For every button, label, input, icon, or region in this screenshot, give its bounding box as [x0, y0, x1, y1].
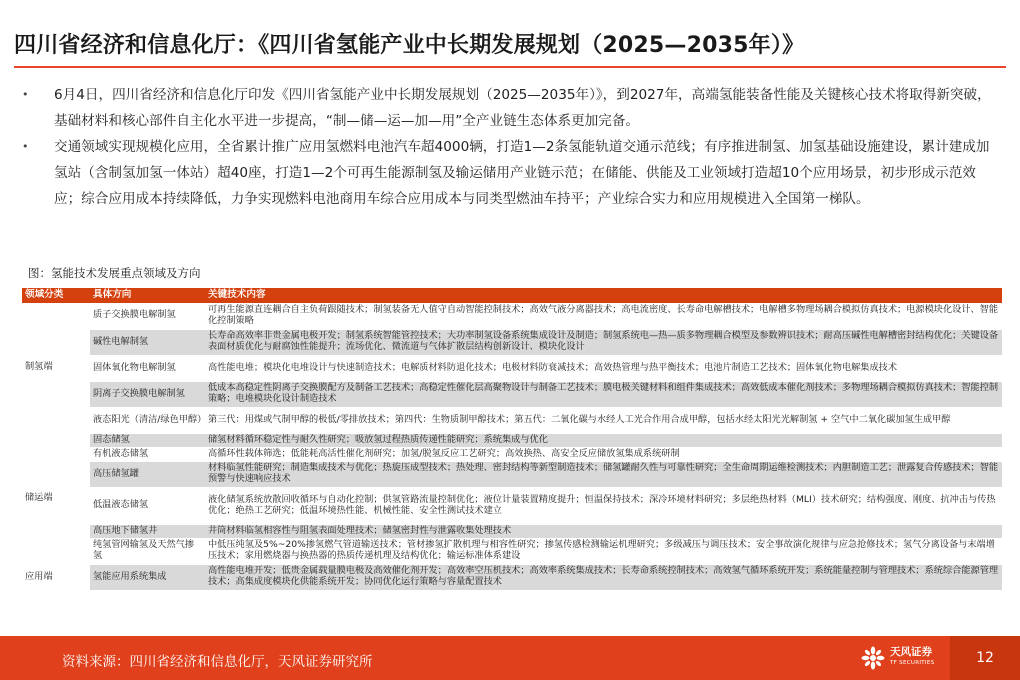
- bullet-text: 交通领域实现规模化应用，全省累计推广应用氢燃料电池汽车超4000辆，打造1—2条氢能轨道交通示范线；有序推进制氢、加氢基础设施建设，累计建成加氢站（含制氢加氢一体站）超40座，打造1—2个可再生能源制氢及输运储用产业链示范；在储能、供能及工业领域打造超10个应用场景，初步形成示范效应；综合应用成本持续降低，力争实现燃料电池商用车综合应用成本与同类型燃油车持平；产业综合实力和应用规模进入全国第一梯队。: [54, 139, 990, 207]
- direction-cell: 有机液态储氢: [90, 447, 205, 461]
- tech-cell: 高性能电堆开发；低贵金属载量膜电极及高效催化剂开发；高效率空压机技术；高效率系统集成技术；长寿命系统控制技术；高效氢气循环系统开发；系统能量控制与管理技术；系统综合能源管理技术；高集成度模块化供能系统开发；协同优化运行策略与容量配置技术: [205, 564, 1002, 590]
- direction-cell: 纯氢管网输氢及天然气掺氢: [90, 538, 205, 564]
- direction-cell: 氢能应用系统集成: [90, 564, 205, 590]
- bullet-text: 6月4日，四川省经济和信息化厅印发《四川省氢能产业中长期发展规划（2025—2035年）》，到2027年，高端氢能装备性能及关键核心技术将取得新突破，基础材料和核心部件自主化水平进一步提高，“制—储—运—加—用”全产业链生态体系更加完备。: [54, 87, 991, 129]
- tech-cell: 高性能电堆；模块化电堆设计与快速制造技术；电解质材料防退化技术；电极材料防衰减技术；高效热管理与热平衡技术；电池片制造工艺技术；固体氧化物电解集成技术: [205, 355, 1002, 381]
- table-header-row: [22, 288, 1002, 303]
- tech-cell: 井筒材料临氢相容性与阻氢表面处理技术；储氢密封性与泄露收集处理技术: [205, 524, 1002, 538]
- header-tech: 关键技术内容: [205, 288, 1002, 303]
- tech-cell: 材料临氢性能研究；制造集成技术与优化；热旋压成型技术；热处理、密封结构等新型制造技术；储氢罐耐久性与可靠性研究；全生命周期运维检测技术；内胆制造工艺；泄露复合传感技术；智能预警与快速响应技术: [205, 461, 1002, 487]
- category-cell: 应用端: [22, 564, 90, 590]
- header-category: 领域分类: [22, 288, 90, 303]
- logo-text: [890, 647, 934, 669]
- direction-cell: 高压地下储氢井: [90, 524, 205, 538]
- table-row: [22, 447, 1002, 461]
- table-row: [22, 487, 1002, 524]
- tf-logo-icon: [860, 645, 886, 671]
- tech-cell: 储氢材料循环稳定性与耐久性研究；吸放氢过程热质传递性能研究；系统集成与优化: [205, 433, 1002, 447]
- table-row: [22, 407, 1002, 433]
- direction-cell: 液态阳光（清洁/绿色甲醇）: [90, 407, 205, 433]
- page-title: 四川省经济和信息化厅：《四川省氢能产业中长期发展规划（2025—2035年）》: [14, 33, 805, 58]
- category-cell: 储运端: [22, 433, 90, 564]
- source-note: 资料来源：四川省经济和信息化厅，天风证券研究所: [62, 654, 373, 670]
- tech-cell: 第三代：用煤或气制甲醇的极低/零排放技术；第四代：生物质制甲醇技术；第五代：二氧化碳与水经人工光合作用合成甲醇，包括水经太阳光光解制氢 + 空气中二氧化碳加氢生成甲醇: [205, 407, 1002, 433]
- logo-en: TF SECURITIES: [890, 660, 935, 666]
- category-cell: 制氢端: [22, 303, 90, 433]
- table-row: [22, 538, 1002, 564]
- direction-cell: 固体氧化物电解制氢: [90, 355, 205, 381]
- bullet-symbol: •: [22, 140, 29, 153]
- bullet-list: [22, 82, 1000, 212]
- table-row: [22, 524, 1002, 538]
- tech-cell: 液化储氢系统放散回收循环与自动化控制；供氢管路流量控制优化；液位计量装置精度提升；恒温保持技术；深冷环境材料研究；多层绝热材料（MLI）技术研究；结构强度、刚度、抗冲击与传热优化；绝热工艺研究；低温环境热性能、机械性能、安全性测试技术建立: [205, 487, 1002, 524]
- tech-cell: 高循环性载体筛选；低能耗高活性催化剂研究；加氢/脱氢反应工艺研究；高效换热、高安全反应储放氢集成系统研制: [205, 447, 1002, 461]
- table-row: [22, 303, 1002, 329]
- tech-cell: 长寿命高效率非贵金属电极开发；制氢系统智能管控技术；大功率制氢设备系统集成设计及制造；制氢系统电—热—质多物理耦合模型及参数辨识技术；耐高压碱性电解槽密封结构优化；关键设备表面材质优化与耐腐蚀性能提升；流场优化、微流道与气体扩散层结构创新设计、模块化设计: [205, 329, 1002, 355]
- bullet-item: [22, 82, 1000, 134]
- table-row: [22, 381, 1002, 407]
- table-row: [22, 433, 1002, 447]
- direction-cell: 阴离子交换膜电解制氢: [90, 381, 205, 407]
- direction-cell: 碱性电解制氢: [90, 329, 205, 355]
- bullet-item: [22, 134, 1000, 212]
- tech-table-wrap: [22, 288, 1002, 591]
- direction-cell: 固态储氢: [90, 433, 205, 447]
- table-row: [22, 564, 1002, 590]
- tech-cell: 低成本高稳定性阴离子交换膜配方及制备工艺技术；高稳定性催化层高聚物设计与制备工艺技术；膜电极关键材料和组件集成技术；高效低成本催化剂技术；多物理场耦合模拟仿真技术；智能控制策略；电堆模块化设计制造技术: [205, 381, 1002, 407]
- direction-cell: 低温液态储氢: [90, 487, 205, 524]
- table-row: [22, 329, 1002, 355]
- bullet-symbol: •: [22, 88, 29, 101]
- tf-securities-logo: [860, 645, 934, 671]
- title-rule: [14, 66, 1006, 68]
- page-number: 12: [976, 650, 994, 666]
- tech-table: [22, 288, 1002, 591]
- tech-cell: 可再生能源直连耦合自主负荷跟随技术；制氢装备无人值守自动智能控制技术；高效气液分离器技术；高电流密度、长寿命电解槽技术；电解槽多物理场耦合模拟仿真技术；电源模块化设计、智能化控制策略: [205, 303, 1002, 329]
- table-row: [22, 355, 1002, 381]
- figure-caption: 图：氢能技术发展重点领域及方向: [28, 266, 201, 280]
- tech-cell: 中低压纯氢及5%~20%掺氢燃气管道输送技术；管材掺氢扩散机理与相容性研究；掺氢传感检测输运机理研究；多级减压与调压技术；安全事故演化规律与应急抢修技术；氢气分离设备与末端增压技术；家用燃烧器与换热器的热质传递机理及结构优化；输运标准体系建设: [205, 538, 1002, 564]
- header-direction: 具体方向: [90, 288, 205, 303]
- direction-cell: 高压储氢罐: [90, 461, 205, 487]
- table-row: [22, 461, 1002, 487]
- direction-cell: 质子交换膜电解制氢: [90, 303, 205, 329]
- logo-cn: 天风证券: [890, 646, 932, 658]
